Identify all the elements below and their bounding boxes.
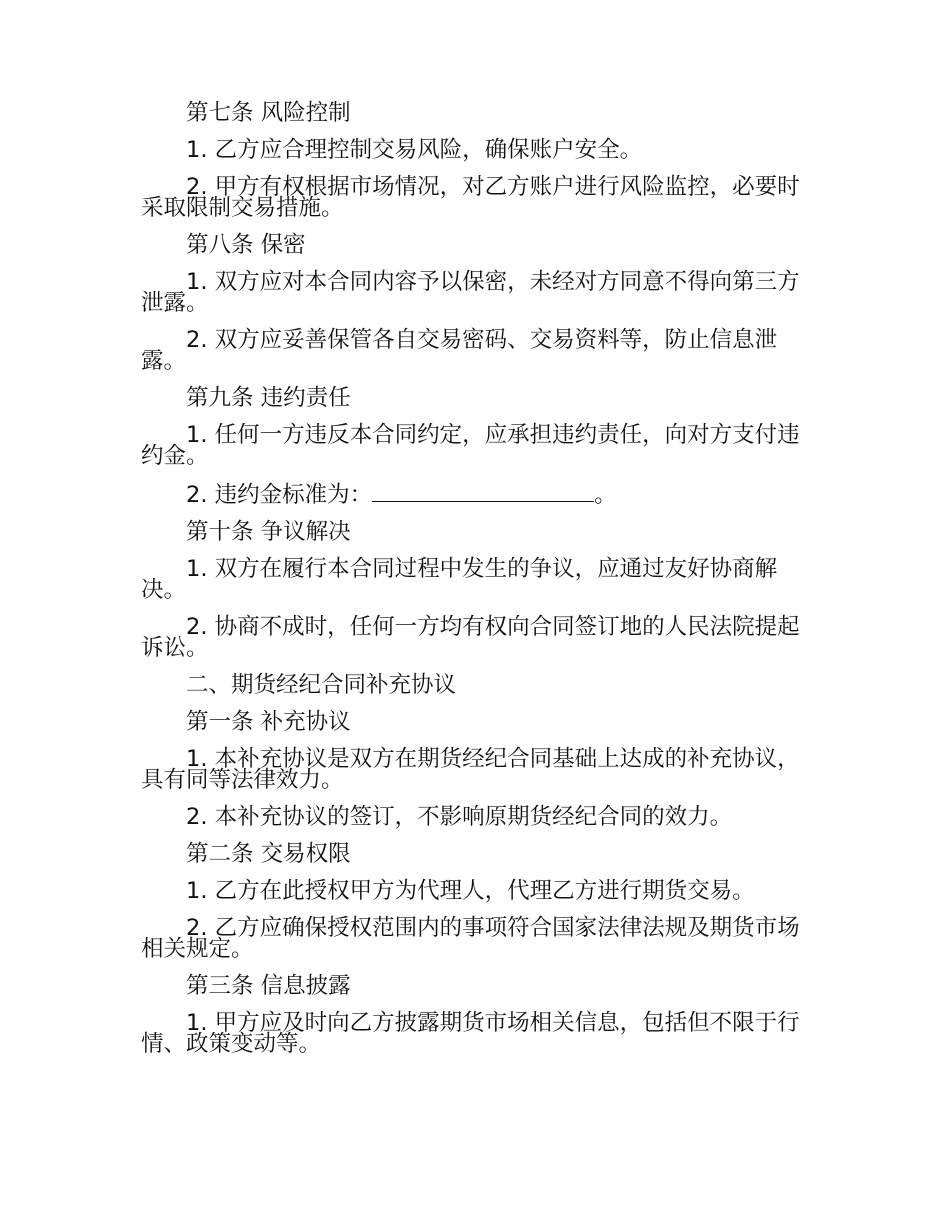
supp-article-2-title: 第二条 交易权限 [186,841,351,867]
penalty-end: 。 [594,482,617,508]
document-body [141,100,813,1071]
article-8-item-1: 1. 双方应对本合同内容予以保密，未经对方同意不得向第三方泄露。 [141,269,800,316]
article-8-item-2: 2. 双方应妥善保管各自交易密码、交易资料等，防止信息泄露。 [141,327,778,374]
supp-article-1-item-1: 1. 本补充协议是双方在期货经纪合同基础上达成的补充协议，具有同等法律效力。 [141,746,800,793]
article-9-item-2 [141,483,813,506]
article-7-item-1: 1. 乙方应合理控制交易风险，确保账户安全。 [186,137,643,163]
supp-article-1-title: 第一条 补充协议 [186,709,351,735]
article-9-item-1: 1. 任何一方违反本合同约定，应承担违约责任，向对方支付违约金。 [141,422,800,469]
section-2-title: 二、期货经纪合同补充协议 [186,672,457,698]
supp-article-2-item-1: 1. 乙方在此授权甲方为代理人，代理乙方进行期货交易。 [186,878,755,904]
article-7-item-2: 2. 甲方有权根据市场情况，对乙方账户进行风险监控，必要时采取限制交易措施。 [141,174,800,221]
supp-article-1-item-2: 2. 本补充协议的签订，不影响原期货经纪合同的效力。 [186,804,733,830]
article-7-title: 第七条 风险控制 [186,100,351,126]
supp-article-2-item-2: 2. 乙方应确保授权范围内的事项符合国家法律法规及期货市场相关规定。 [141,915,800,962]
supp-article-3-title: 第三条 信息披露 [186,973,351,999]
article-10-item-2: 2. 协商不成时，任何一方均有权向合同签订地的人民法院提起诉讼。 [141,614,800,661]
article-10-title: 第十条 争议解决 [186,519,351,545]
article-9-title: 第九条 违约责任 [186,385,351,411]
article-8-title: 第八条 保密 [186,232,306,258]
penalty-blank-line [372,483,594,502]
article-10-item-1: 1. 双方在履行本合同过程中发生的争议，应通过友好协商解决。 [141,556,778,603]
supp-article-3-item-1: 1. 甲方应及时向乙方披露期货市场相关信息，包括但不限于行情、政策变动等。 [141,1010,800,1057]
penalty-label: 2. 违约金标准为： [186,482,373,508]
